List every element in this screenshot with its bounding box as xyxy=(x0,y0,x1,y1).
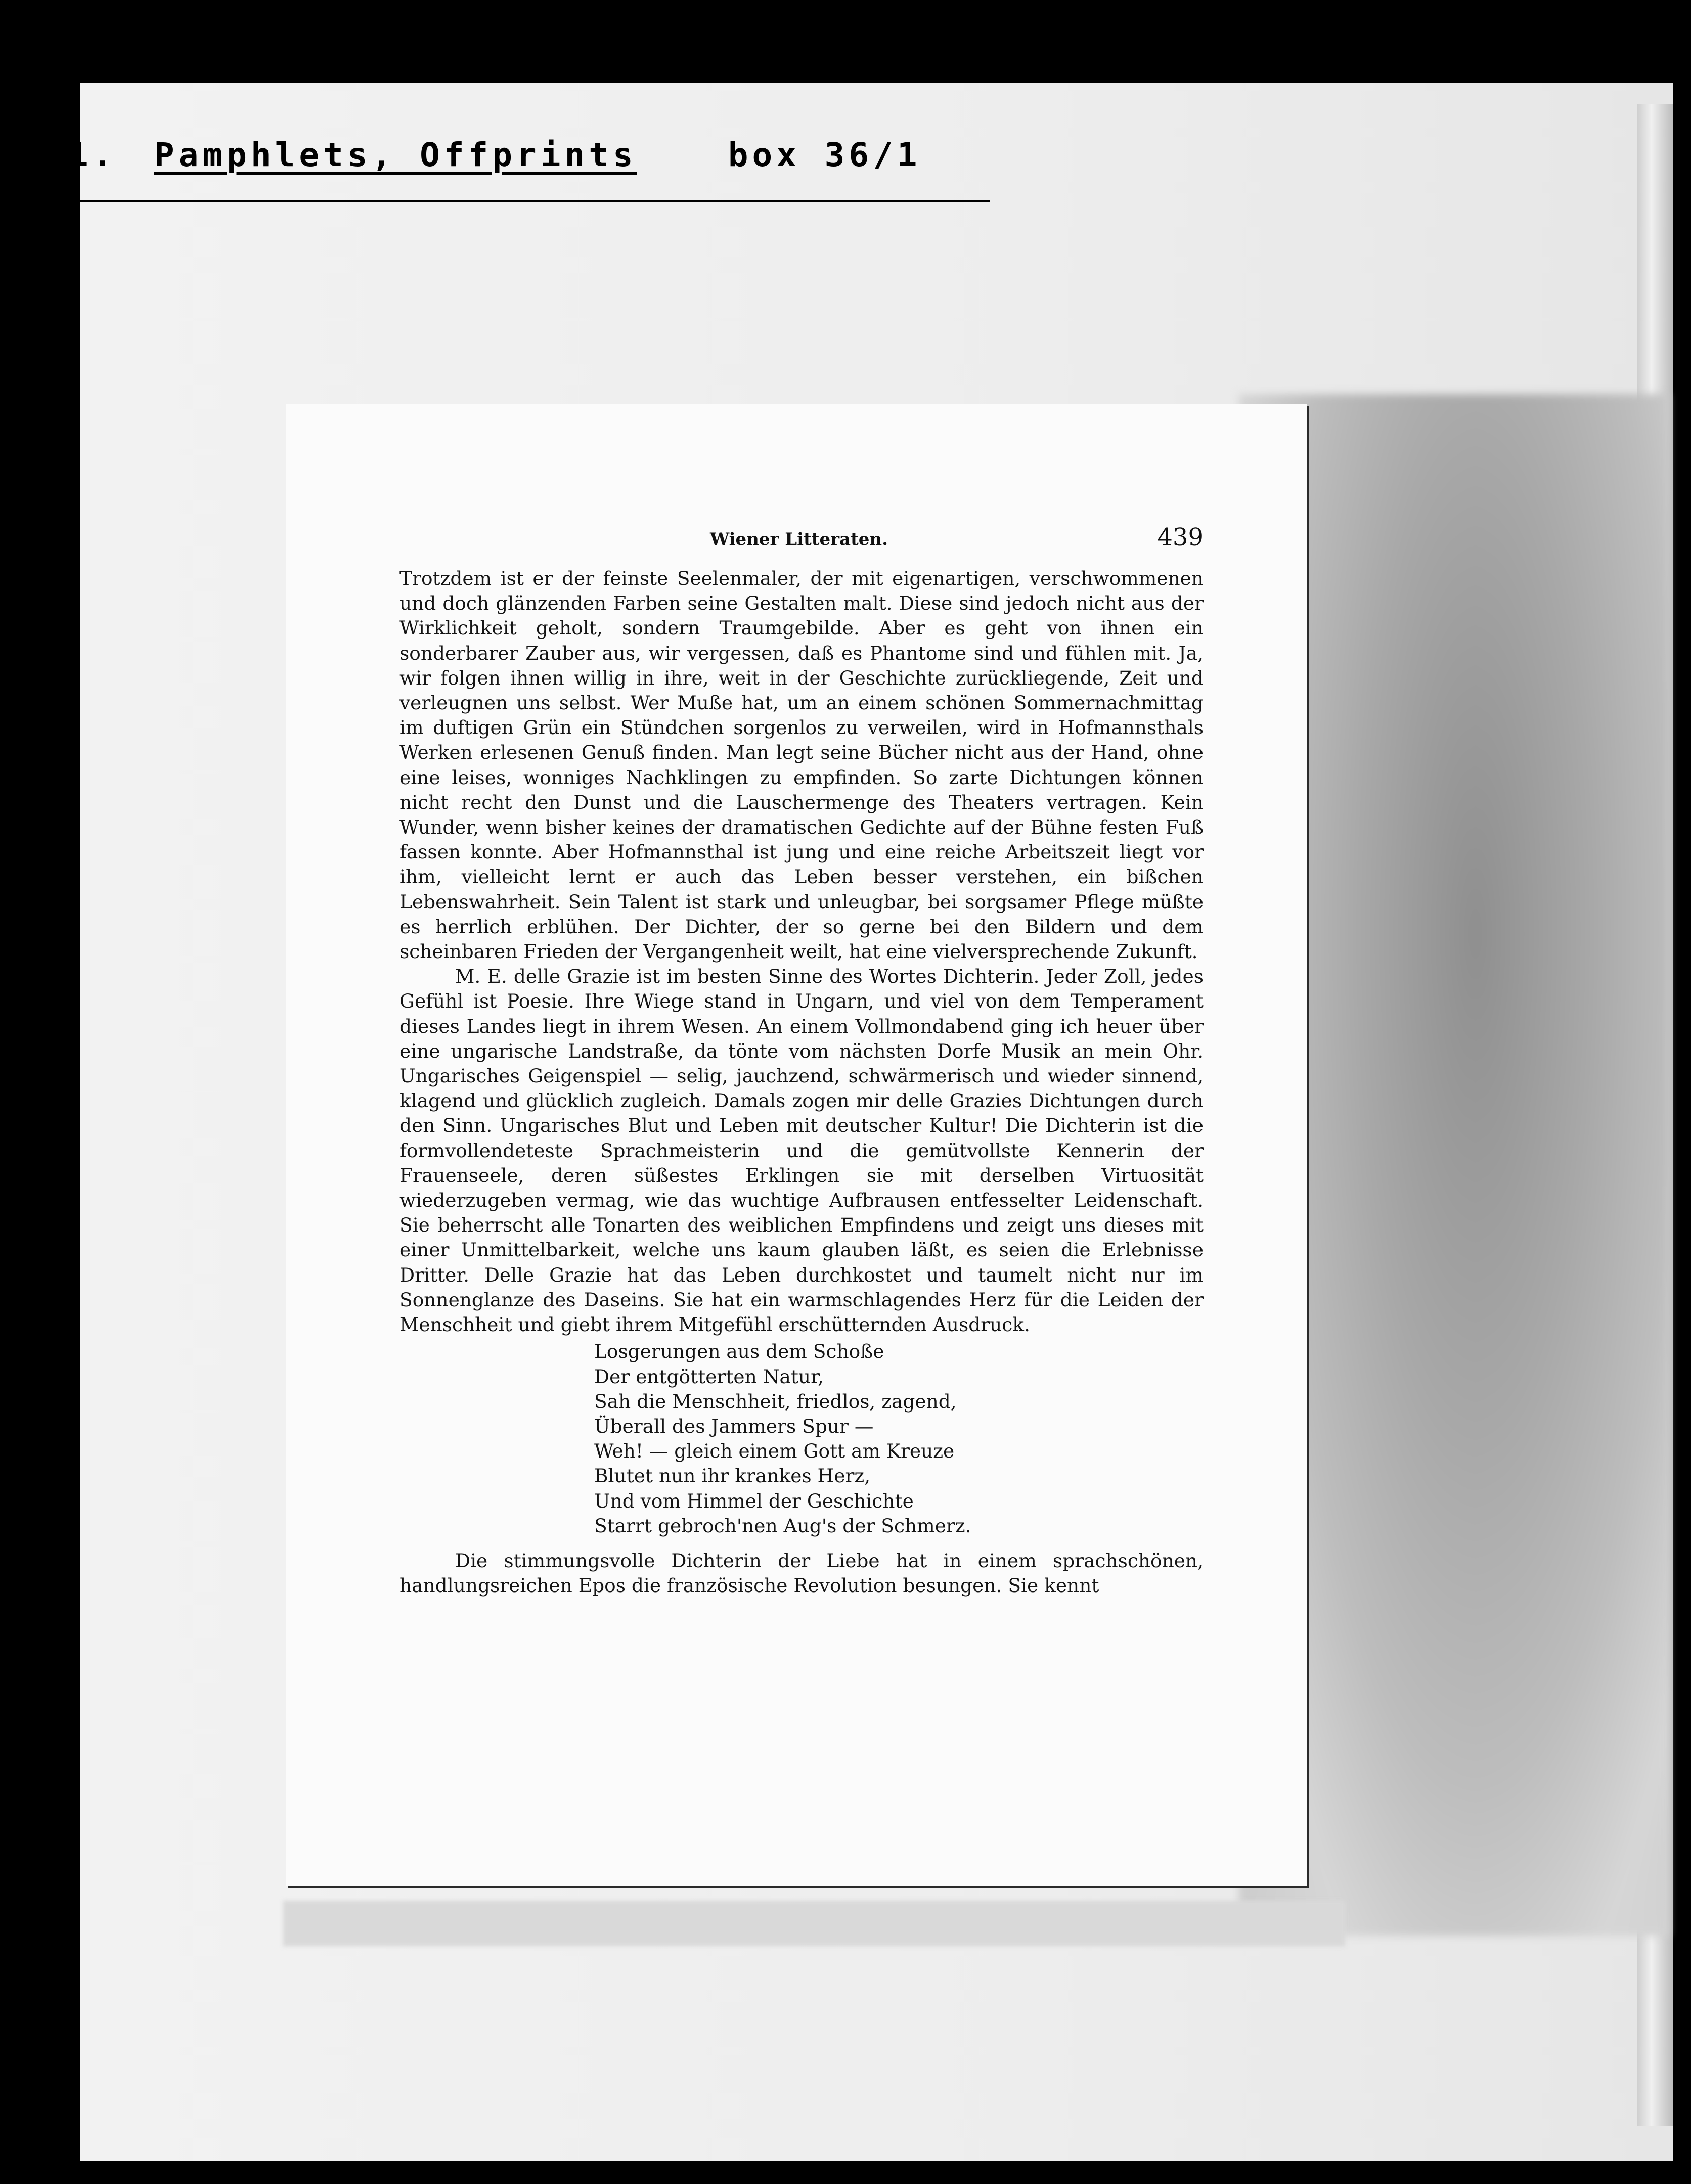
poem xyxy=(594,1339,1204,1538)
poem-line: Blutet nun ihr krankes Herz, xyxy=(594,1465,871,1487)
paragraph-2: M. E. delle Grazie ist im besten Sinne des Wortes Dichterin. Jeder Zoll, jedes Gefühl ist Poesie. Ihre Wiege stand in Ungarn, und viel von dem Temperament dieses Landes liegt in ihrem Wesen. An einem Vollmondabend ging ich heuer über eine ungarische Landstraße, da tönte vom nächsten Dorfe Musik an mein Ohr. Ungarisches Geigenspiel — selig, jauchzend, schwärmerisch und wieder sinnend, klagend und glücklich zugleich. Damals zogen mir delle Grazies Dichtungen durch den Sinn. Ungarisches Blut und Leben mit deutscher Kultur! Die Dichterin ist die formvollendeteste Sprachmeisterin und die gemütvollste Kennerin der Frauenseele, deren süßestes Erklingen sie mit derselben Virtuosität wiederzugeben vermag, wie das wuchtige Aufbrausen entfesselter Leidenschaft. Sie beherrscht alle Tonarten des weiblichen Empfindens und zeigt uns dieses mit einer Unmittelbarkeit, welche uns kaum glauben läßt, es seien die Erlebnisse Dritter. Delle Grazie hat das Leben durchkostet und taumelt nicht nur im Sonnenglanze des Daseins. Sie hat ein warmschlagendes Herz für die Leiden der Menschheit und giebt ihrem Mitgefühl erschütternden Ausdruck. xyxy=(399,965,1204,1336)
body-text xyxy=(399,566,1204,1598)
label-title: Pamphlets, Offprints xyxy=(154,135,637,174)
offprint-page xyxy=(286,404,1307,1886)
poem-line: Sah die Menschheit, friedlos, zagend, xyxy=(594,1390,957,1413)
poem-line: Losgerungen aus dem Schoße xyxy=(594,1340,884,1363)
closing-paragraph: Die stimmungsvolle Dichterin der Liebe hat in einem sprachschönen, handlungsreichen Epos die französische Revolution besungen. Sie kennt xyxy=(399,1549,1204,1597)
page-number: 439 xyxy=(1157,523,1204,552)
running-head xyxy=(394,523,1204,559)
background-shadow-lower xyxy=(283,1901,1345,1946)
poem-line: Weh! — gleich einem Gott am Kreuze xyxy=(594,1440,955,1463)
poem-line: Starrt gebroch'nen Aug's der Schmerz. xyxy=(594,1514,971,1537)
running-title: Wiener Litteraten. xyxy=(710,529,888,550)
poem-line: Der entgötterten Natur, xyxy=(594,1365,824,1388)
poem-line: Überall des Jammers Spur — xyxy=(594,1415,874,1437)
archive-label xyxy=(68,135,921,191)
label-number: 1. xyxy=(68,135,117,174)
label-rule xyxy=(80,200,990,202)
label-box: box 36/1 xyxy=(728,135,921,174)
poem-line: Und vom Himmel der Geschichte xyxy=(594,1489,914,1512)
paragraph-1: Trotzdem ist er der feinste Seelenmaler, der mit eigenartigen, verschwommenen und doch glänzenden Farben seine Gestalten malt. Diese sind jedoch nicht aus der Wirklichkeit geholt, sondern Traumgebilde. Aber es geht von ihnen ein sonderbarer Zauber aus, wir vergessen, daß es Phantome sind und fühlen mit. Ja, wir folgen ihnen willig in ihre, weit in der Geschichte zurückliegende, Zeit und verleugnen uns selbst. Wer Muße hat, um an einem schönen Sommernachmittag im duftigen Grün ein Stündchen sorgenlos zu verweilen, wird in Hofmannsthals Werken erlesenen Genuß finden. Man legt seine Bücher nicht aus der Hand, ohne eine leises, wonniges Nachklingen zu empfinden. So zarte Dichtungen können nicht recht den Dunst und die Lauschermenge des Theaters vertragen. Kein Wunder, wenn bisher keines der dramatischen Gedichte auf der Bühne festen Fuß fassen konnte. Aber Hofmannsthal ist jung und eine reiche Arbeitszeit liegt vor ihm, vielleicht lernt er auch das Leben besser verstehen, ein bißchen Lebenswahrheit. Sein Talent ist stark und unleugbar, bei sorgsamer Pflege müßte es herrlich erblühen. Der Dichter, der so gerne bei den Bildern und dem scheinbaren Frieden der Vergangenheit weilt, hat eine vielversprechende Zukunft. xyxy=(399,567,1204,963)
